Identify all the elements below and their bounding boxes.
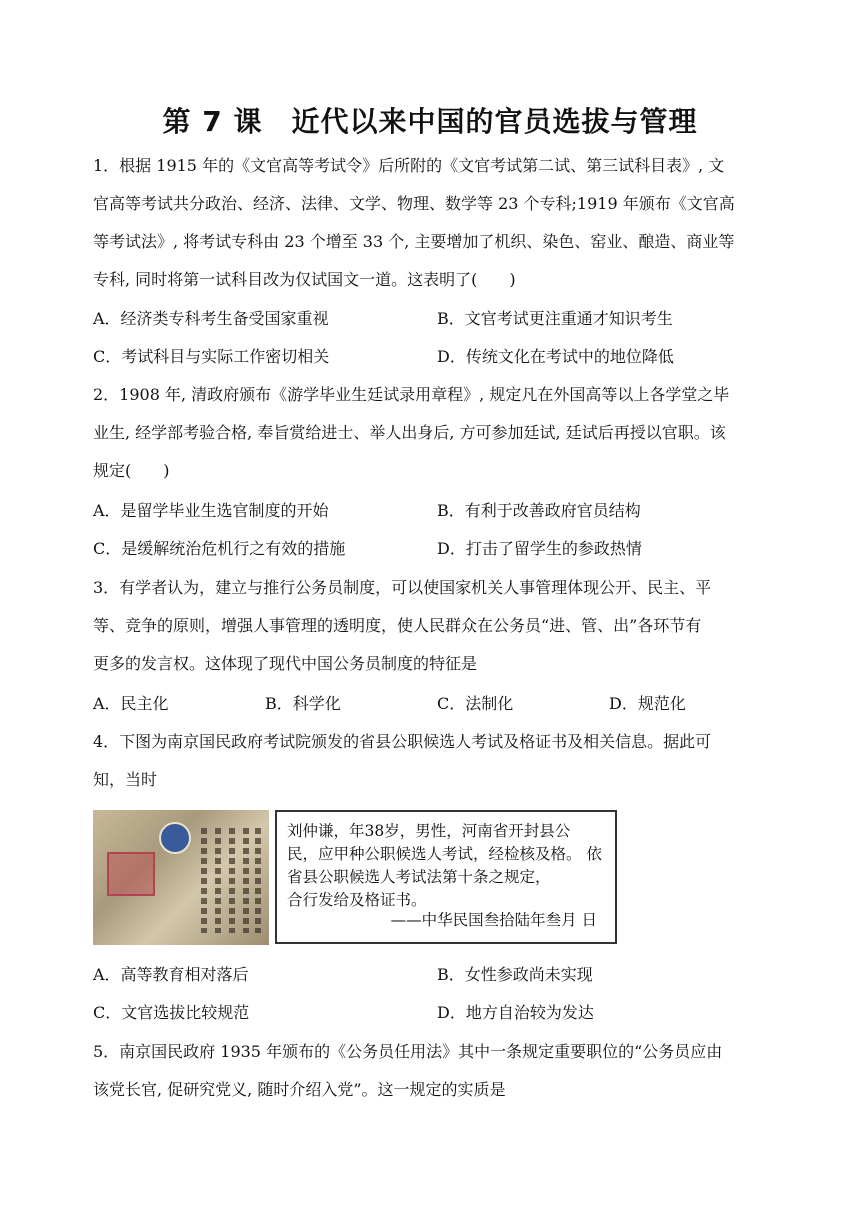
red-seal-stamp — [107, 852, 155, 896]
q2-line-3: 规定( ) — [93, 461, 170, 480]
quote-line-3: 省县公职候选人考试法第十条之规定， — [287, 868, 551, 886]
q5-line-1: 5．南京国民政府 1935 年颁布的《公务员任用法》其中一条规定重要职位的“公务员应由 — [93, 1042, 723, 1061]
quote-line-4: 合行发给及格证书。 — [287, 891, 427, 909]
q1-option-a[interactable]: A．经济类专科考生备受国家重视 — [93, 309, 329, 328]
q4-option-b[interactable]: B．女性参政尚未实现 — [437, 965, 593, 984]
q2-option-a[interactable]: A．是留学毕业生选官制度的开始 — [93, 501, 329, 520]
q5-line-2: 该党长官, 促研究党义, 随时介绍入党”。这一规定的实质是 — [93, 1080, 506, 1099]
q3-option-a[interactable]: A．民主化 — [93, 694, 169, 713]
q2-line-1: 2．1908 年, 清政府颁布《游学毕业生廷试录用章程》, 规定凡在外国高等以上各学堂之毕 — [93, 385, 730, 404]
quote-line-2: 民，应甲种公职候选人考试，经检核及格。 依 — [287, 845, 602, 863]
q4-option-d[interactable]: D．地方自治较为发达 — [437, 1003, 594, 1022]
q1-line-3: 等考试法》, 将考试专科由 23 个增至 33 个, 主要增加了机织、染色、窑业、酿造、商业等 — [93, 232, 735, 251]
q2-line-2: 业生, 经学部考验合格, 奉旨赏给进士、举人出身后, 方可参加廷试, 廷试后再授以官职。该 — [93, 423, 726, 442]
page-title: 第 7 课 近代以来中国的官员选拔与管理 — [162, 105, 698, 138]
q3-line-3: 更多的发言权。这体现了现代中国公务员制度的特征是 — [93, 654, 478, 673]
q2-option-b[interactable]: B．有利于改善政府官员结构 — [437, 501, 641, 520]
q4-option-a[interactable]: A．高等教育相对落后 — [93, 965, 249, 984]
q3-option-d[interactable]: D．规范化 — [609, 694, 686, 713]
q2-option-d[interactable]: D．打击了留学生的参政热情 — [437, 539, 642, 558]
q4-line-2: 知，当时 — [93, 770, 158, 789]
certificate-text-box — [275, 810, 617, 944]
emblem-icon — [159, 822, 191, 854]
q4-option-c[interactable]: C．文官选拔比较规范 — [93, 1003, 250, 1022]
q1-option-d[interactable]: D．传统文化在考试中的地位降低 — [437, 347, 674, 366]
q3-line-1: 3．有学者认为，建立与推行公务员制度，可以使国家机关人事管理体现公开、民主、平 — [93, 578, 712, 597]
quote-line-1: 刘仲谦，年38岁，男性，河南省开封县公 — [287, 822, 571, 840]
q3-option-b[interactable]: B．科学化 — [265, 694, 341, 713]
q1-option-c[interactable]: C．考试科目与实际工作密切相关 — [93, 347, 330, 366]
q2-option-c[interactable]: C．是缓解统治危机行之有效的措施 — [93, 539, 346, 558]
q1-line-2: 官高等考试共分政治、经济、法律、文学、物理、数学等 23 个专科;1919 年颁布《文官高 — [93, 194, 735, 213]
q1-line-1: 1．根据 1915 年的《文官高等考试令》后所附的《文官考试第二试、第三试科目表》, 文 — [93, 156, 725, 175]
q1-line-4: 专科, 同时将第一试科目改为仅试国文一道。这表明了( ) — [93, 270, 516, 289]
certificate-photo — [93, 810, 269, 945]
quote-source: ——中华民国叁拾陆年叁月 日 — [390, 911, 597, 929]
q3-line-2: 等、竞争的原则，增强人事管理的透明度，使人民群众在公务员“进、管、出”各环节有 — [93, 616, 702, 635]
q1-option-b[interactable]: B．文官考试更注重通才知识考生 — [437, 309, 673, 328]
q3-option-c[interactable]: C．法制化 — [437, 694, 514, 713]
q4-line-1: 4．下图为南京国民政府考试院颁发的省县公职候选人考试及格证书及相关信息。据此可 — [93, 732, 712, 751]
